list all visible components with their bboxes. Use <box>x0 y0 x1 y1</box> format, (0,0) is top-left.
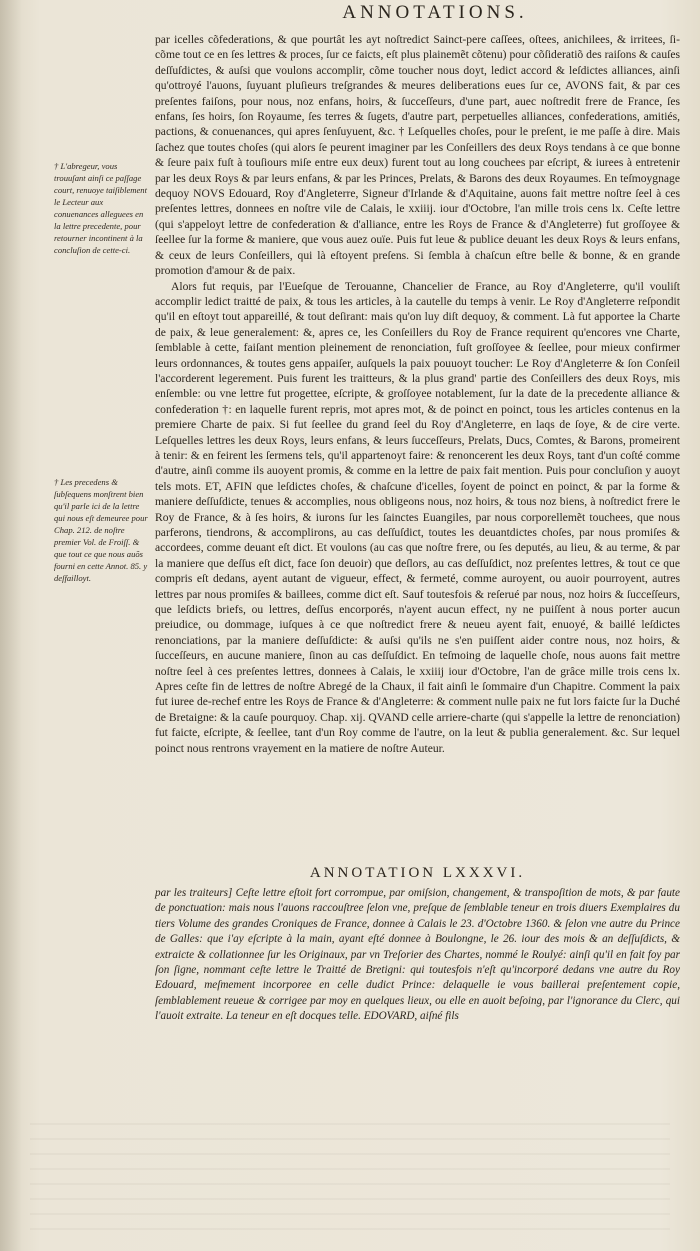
margin-note-precedens: † Les precedens & ſubſequens monſtrent bien qu'il parle ici de la lettre qui nous eſt demeuree pour Chap. 212. de noſtre premier Vol. de Froiſſ. & que tout ce que nous auõs fourni en cette Annot. 85. y deſfailloyt. <box>54 477 148 583</box>
annotation-text <box>155 886 680 1032</box>
main-text <box>155 32 680 756</box>
main-paragraph: par icelles cõfederations, & que pourtât les ayt noſtredict Sainct-pere caſſees, oſtees, anichilees, & irritees, ſi-cõme tout ce en ſes lettres & proces, ſur ce faicts, eſt plus plainemẽt cõtenu) pour cõſideratiõ des raiſons & cauſes deſſuſdictes, & auſsi que voulons accomplir, cõme toucher nous doyt, ledict accord & leſdictes alliances, ainſi qu'ottroyé l'auons, ſuyuant pluſieurs treſgrandes & meures deliberations eues ſur ce, AVONS fait, & par ces preſentes faiſons, pour nous, noz enfans, hoirs, & ſucceſſeurs, d'une part, auec noſtredit frere de France, ſes enfans, ſes hoirs, ſon Royaume, ſes terres & ſugets, d'autre part, perpetuelles alliances, confederations, amitiés, pactions, & conuenances, qui apres ſenſuyuent, &c. † Leſquelles choſes, pour le preſent, ie me paſſe à dire. Mais ſachez que toutes choſes (qui alors ſe peurent imaginer par les Conſeillers des deux Roys tendans à ce que bonne & ſeure paix fuſt à touſiours miſe entre eux deux) furent tout au long couchees par eſcript, & iurees à entretenir par les deux Roys & par leurs enfans, & par les Princes, Prelats, & Barons des deux Royaumes. En teſmoygnage dequoy NOVS Edouard, Roy d'Angleterre, Signeur d'Irlande & d'Aquitaine, auons fait mettre noſtre ſeel à ces preſentes lettres, donnees en noſtre vile de Calais, le xxiiij. iour d'Octobre, l'an mille trois cens lx. Ceſte lettre (qui s'appeloyt lettre de confederation & d'alliance, entre les Roys de France & d'Angleterre) fut groſſoyee & ſeellee ſur la forme & maniere, que vous auez ouïe. Puis fut leue & publice deuant les deux Roys & leurs enfans, & ceux de leurs Conſeillers, qui là eſtoyent preſens. Si ſembla à chaſcun eſtre belle & bonne, & en grande promotion d'amour & de paix. <box>155 33 680 278</box>
margin-note-abregeur: † L'abregeur, vous trouuſant ainſi ce paſſage court, renuoye taiſiblement le Lecteur aux conuenances alleguees en la lettre precedente, pour retourner incontinent à la concluſion de cette-ci. <box>54 161 147 255</box>
bleed-through-texture <box>30 1110 670 1230</box>
annotation-paragraph: par les traiteurs] Ceſte lettre eſtoit fort corrompue, par omiſsion, changement, & transpoſition de mots, & par faute de ponctuation: mais nous l'auons raccouſtree ſelon vne, preſque de ſemblable teneur en trois diuers Exemplaires du tiers Volume des grandes Croniques de France, donnee à Calais le 23. d'Octobre 1360. & ſelon vne autre du Prince de Galles: que i'ay eſcripte à la main, ayant eſté donnee à Boulongne, le 26. iour des mois & an deſſuſdicts, & extraicte & collationnee ſur les Originaux, par vn Treſorier des Chartes, nommé le Roulyé: ainſi qu'il en fait foy par ſon ſigne, nommant ceſte lettre le Traitté de Bretigni: qui toutesfois n'eſt qu'incorporé dedans vne autre du Roy Edouard, meſmement incorporee en celle dudict Prince: delaquelle ie vous baillerai preſentement copie, ſemblablement reueue & corrigee par moy en quelques lieux, ou elle en auoit beſoing, par l'ignorance du Clerc, qui l'auoit extraite. La teneur en eſt docques telle. EDOVARD, aiſné fils <box>155 887 680 1023</box>
running-head-text: ANNOTATIONS. <box>342 2 528 23</box>
main-paragraph: Alors fut requis, par l'Eueſque de Terouanne, Chancelier de France, au Roy d'Angleterre, qu'il vouliſt accomplir ledict traitté de paix, & tous les articles, à la cautelle du temps à venir. Le Roy d'Angleterre reſpondit qu'il en eſtoyt tout appareillé, & tout deſirant: mais qu'on luy diſt dequoy, & comment. Là fut apportee la Charte de paix, & leue generalement: &, apres ce, les Conſeillers du Roy de France requirent qu'encores vne Charte, ſemblable à cette, faiſant mention pleinement de renonciation, fuſt groſſoyee & ſeellee, pour mieux confirmer leurs ordonnances, & toutes gens appaiſer, auſquels la paix pouuoyt toucher: Le Roy d'Angleterre & ſon Conſeil l'accorderent legerement. Puis furent les traitteurs, & la plus grand' partie des Conſeillers des deux Roys, mis enſemble: ou vne lettre fut progettee, eſcripte, & groſſoyee notablement, ſur la date de la precedente alliance & confederation †: en laquelle furent repris, mot apres mot, & de poinct en poinct, tous les articles contenus en la premiere Charte de paix. Si fut ſeellee du grand ſeel du Roy d'Angleterre, en laqs de ſoye, & de cire verte. Leſquelles lettres les deux Roys, leurs enfans, & leurs ſucceſſeurs, Prelats, Ducs, Comtes, & Barons, promeirent à tenir: & en feirent les ſermens tels, qu'il appartenoyt faire: & renoncerent les deux Roys, tant d'un coſté comme d'autre, ainſi comme ils auoyent promis, & comme en la lettre de paix fait mention. Puis pour concluſion y auoyt tels mots. ET, AFIN que leſdictes choſes, & chaſcune d'icelles, ſoyent de poinct en poinct, & par la forme & maniere deſſuſdicte, tenues & accomplies, nous obligeons nous, noz hoirs, & tous noz biens, à noſtredict frere le Roy de France, & à ſes hoirs, & iurons ſur les ſainctes Euangiles, par nous corporellemẽt touchees, que nous parferons, tiendrons, & accomplirons, au cas deſſuſdict, toutes les deuantdictes choſes, par nous promiſes & accordees, comme deuant eſt dict. Et voulons (au cas que noſtre frere, ou ſes deputés, au lieu, & au terme, & par la maniere que deſſus eſt dict, face ſon deuoir) que deſlors, au cas deſſuſdict, noz preſentes lettres, & tout ce que compris eſt dedans, ayent autant de vigueur, effect, & fermeté, comme auroyent, ou auoir pourroyent, autres lettres par nous promiſes & baillees, comme dict eſt. Sauf toutesfois & reſerué par nous, noz hoirs & ſucceſſeurs, que leſdicts briefs, ou lettres, deſſus encorporés, n'ayent aucun effect, ny ne puiſſent à nous porter aucun preiudice, ou dommage, iuſques à ce que noſtredict frere & neueu ayent fait, enuoyé, & baillé leſdictes renonciations, par la maniere deſſuſdicte: & auſsi qu'ils ne s'en puiſſent aider contre nous, noz hoirs, & ſucceſſeurs, en aucune maniere, ſinon au cas deſſuſdict. En teſmoing de laquelle choſe, nous auons fait mettre noſtre ſeel à ces preſentes lettres, donnees à Calais, le xxiiij iour d'Octobre, l'an de grâce mille trois cens lx. Apres ceſte fin de lettres de noſtre Abregé de la Chaux, il fait ainſi le ſommaire d'un Chapitre. Comment la paix fut iuree de-rechef entre les Roys de France & d'Angleterre: & comment nulle paix ne fut lors faicte ſur la Duché de Bretaigne: & la cauſe pourquoy. Chap. xij. QVAND celle arriere-charte (qui s'appelle la lettre de renonciation) fut faicte, eſcripte, & ſeellee, tant d'un Roy comme de l'autre, on la leut & publia generalement. &c. Sur lequel poinct nous rentrons vrayement en la matiere de noſtre Auteur. <box>155 279 680 755</box>
section-title: ANNOTATION LXXXVI. <box>309 865 526 881</box>
gutter-shadow <box>0 0 22 1251</box>
running-head <box>0 2 700 24</box>
